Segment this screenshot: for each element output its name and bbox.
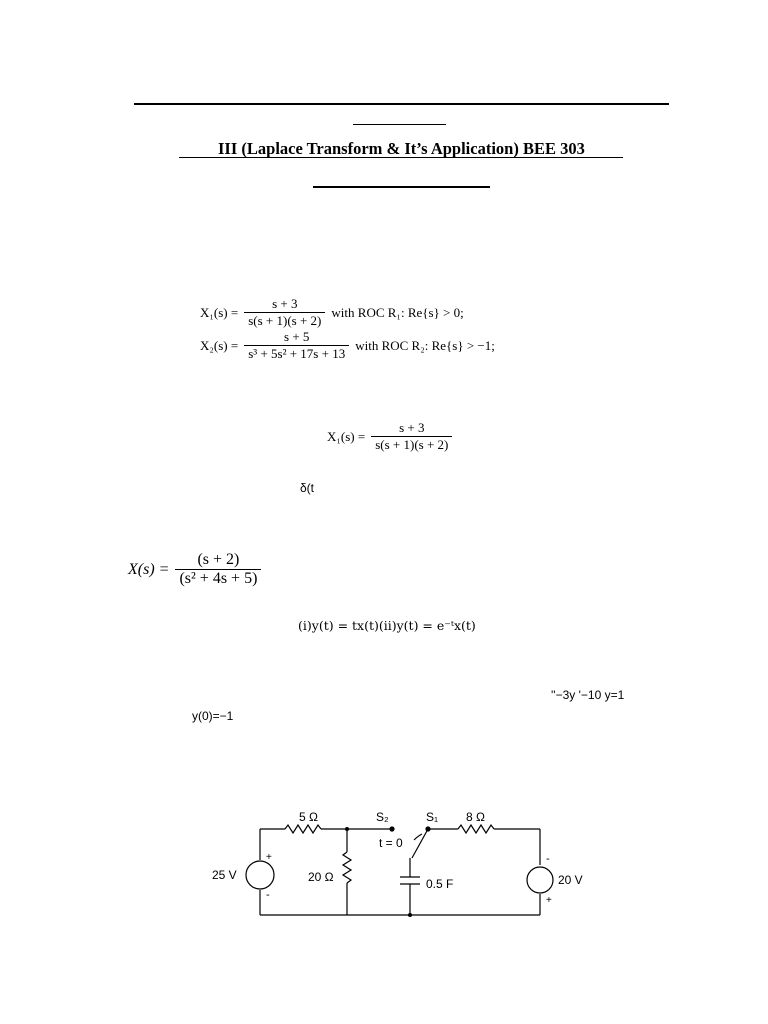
label-r3: 8 Ω — [466, 810, 485, 824]
x1-numerator: s + 3 — [272, 296, 298, 311]
equation-x2 — [200, 329, 495, 362]
junction-dot — [408, 913, 412, 917]
label-r1: 5 Ω — [299, 810, 318, 824]
voltage-source-25v — [246, 861, 274, 889]
label-v1: 25 V — [212, 868, 237, 882]
label-v2-minus: - — [546, 853, 550, 865]
xs-fraction — [175, 551, 261, 588]
section-rule — [313, 186, 490, 188]
title-underline — [179, 157, 623, 158]
x1-single-fraction — [371, 420, 452, 453]
short-rule — [353, 124, 446, 125]
top-rule — [134, 103, 669, 105]
circuit-diagram — [200, 800, 600, 930]
switch-s2-terminal — [390, 827, 394, 831]
label-v1-minus: - — [266, 889, 270, 901]
ode-text: ''−3y '−10 y=1 — [551, 688, 625, 702]
equation-x1 — [200, 296, 495, 329]
label-t0: t = 0 — [379, 836, 403, 850]
xs-numerator: (s + 2) — [197, 551, 240, 568]
label-v2: 20 V — [558, 873, 583, 887]
x2-lhs: X₂(s) = — [200, 337, 239, 353]
x1-single-denominator: s(s + 1)(s + 2) — [371, 436, 452, 453]
equation-xs — [128, 551, 261, 588]
x2-denominator: s³ + 5s² + 17s + 13 — [244, 345, 349, 362]
delta-text: δ(t — [300, 481, 315, 495]
page-title: III (Laplace Transform & It’s Application) BEE 303 — [218, 139, 585, 158]
x2-roc: with ROC R₂: Re{s} > −1; — [355, 337, 495, 353]
x1-roc: with ROC R₁: Re{s} > 0; — [331, 304, 464, 320]
equation-x1-single — [327, 420, 452, 453]
resistor-20-ohm — [343, 852, 351, 883]
xs-lhs: X(s) = — [128, 560, 170, 578]
switch-arrow — [414, 834, 422, 840]
x1-fraction — [244, 296, 325, 329]
equation-y: (i)y(t) = tx(t)(ii)y(t) = e⁻ᵗx(t) — [298, 618, 476, 633]
switch-blade — [412, 829, 428, 858]
xs-denominator: (s² + 4s + 5) — [175, 569, 261, 588]
label-v2-plus: + — [546, 895, 552, 906]
label-s2: S₂ — [376, 810, 389, 824]
voltage-source-20v — [527, 867, 553, 893]
label-v1-plus: + — [266, 852, 272, 863]
x1-denominator: s(s + 1)(s + 2) — [244, 312, 325, 329]
x2-numerator: s + 5 — [284, 329, 310, 344]
junction-dot — [345, 827, 349, 831]
equation-system — [200, 296, 495, 362]
x2-fraction — [244, 329, 349, 362]
label-cap: 0.5 F — [426, 877, 454, 891]
label-r2: 20 Ω — [308, 870, 334, 884]
x1-single-numerator: s + 3 — [399, 420, 425, 435]
x1-lhs: X₁(s) = — [200, 304, 239, 320]
x1-single-lhs: X₁(s) = — [327, 428, 366, 444]
resistor-5-ohm — [285, 825, 321, 833]
label-s1: S₁ — [426, 810, 439, 824]
initial-condition: y(0)=−1 — [192, 709, 234, 723]
resistor-8-ohm — [458, 825, 494, 833]
